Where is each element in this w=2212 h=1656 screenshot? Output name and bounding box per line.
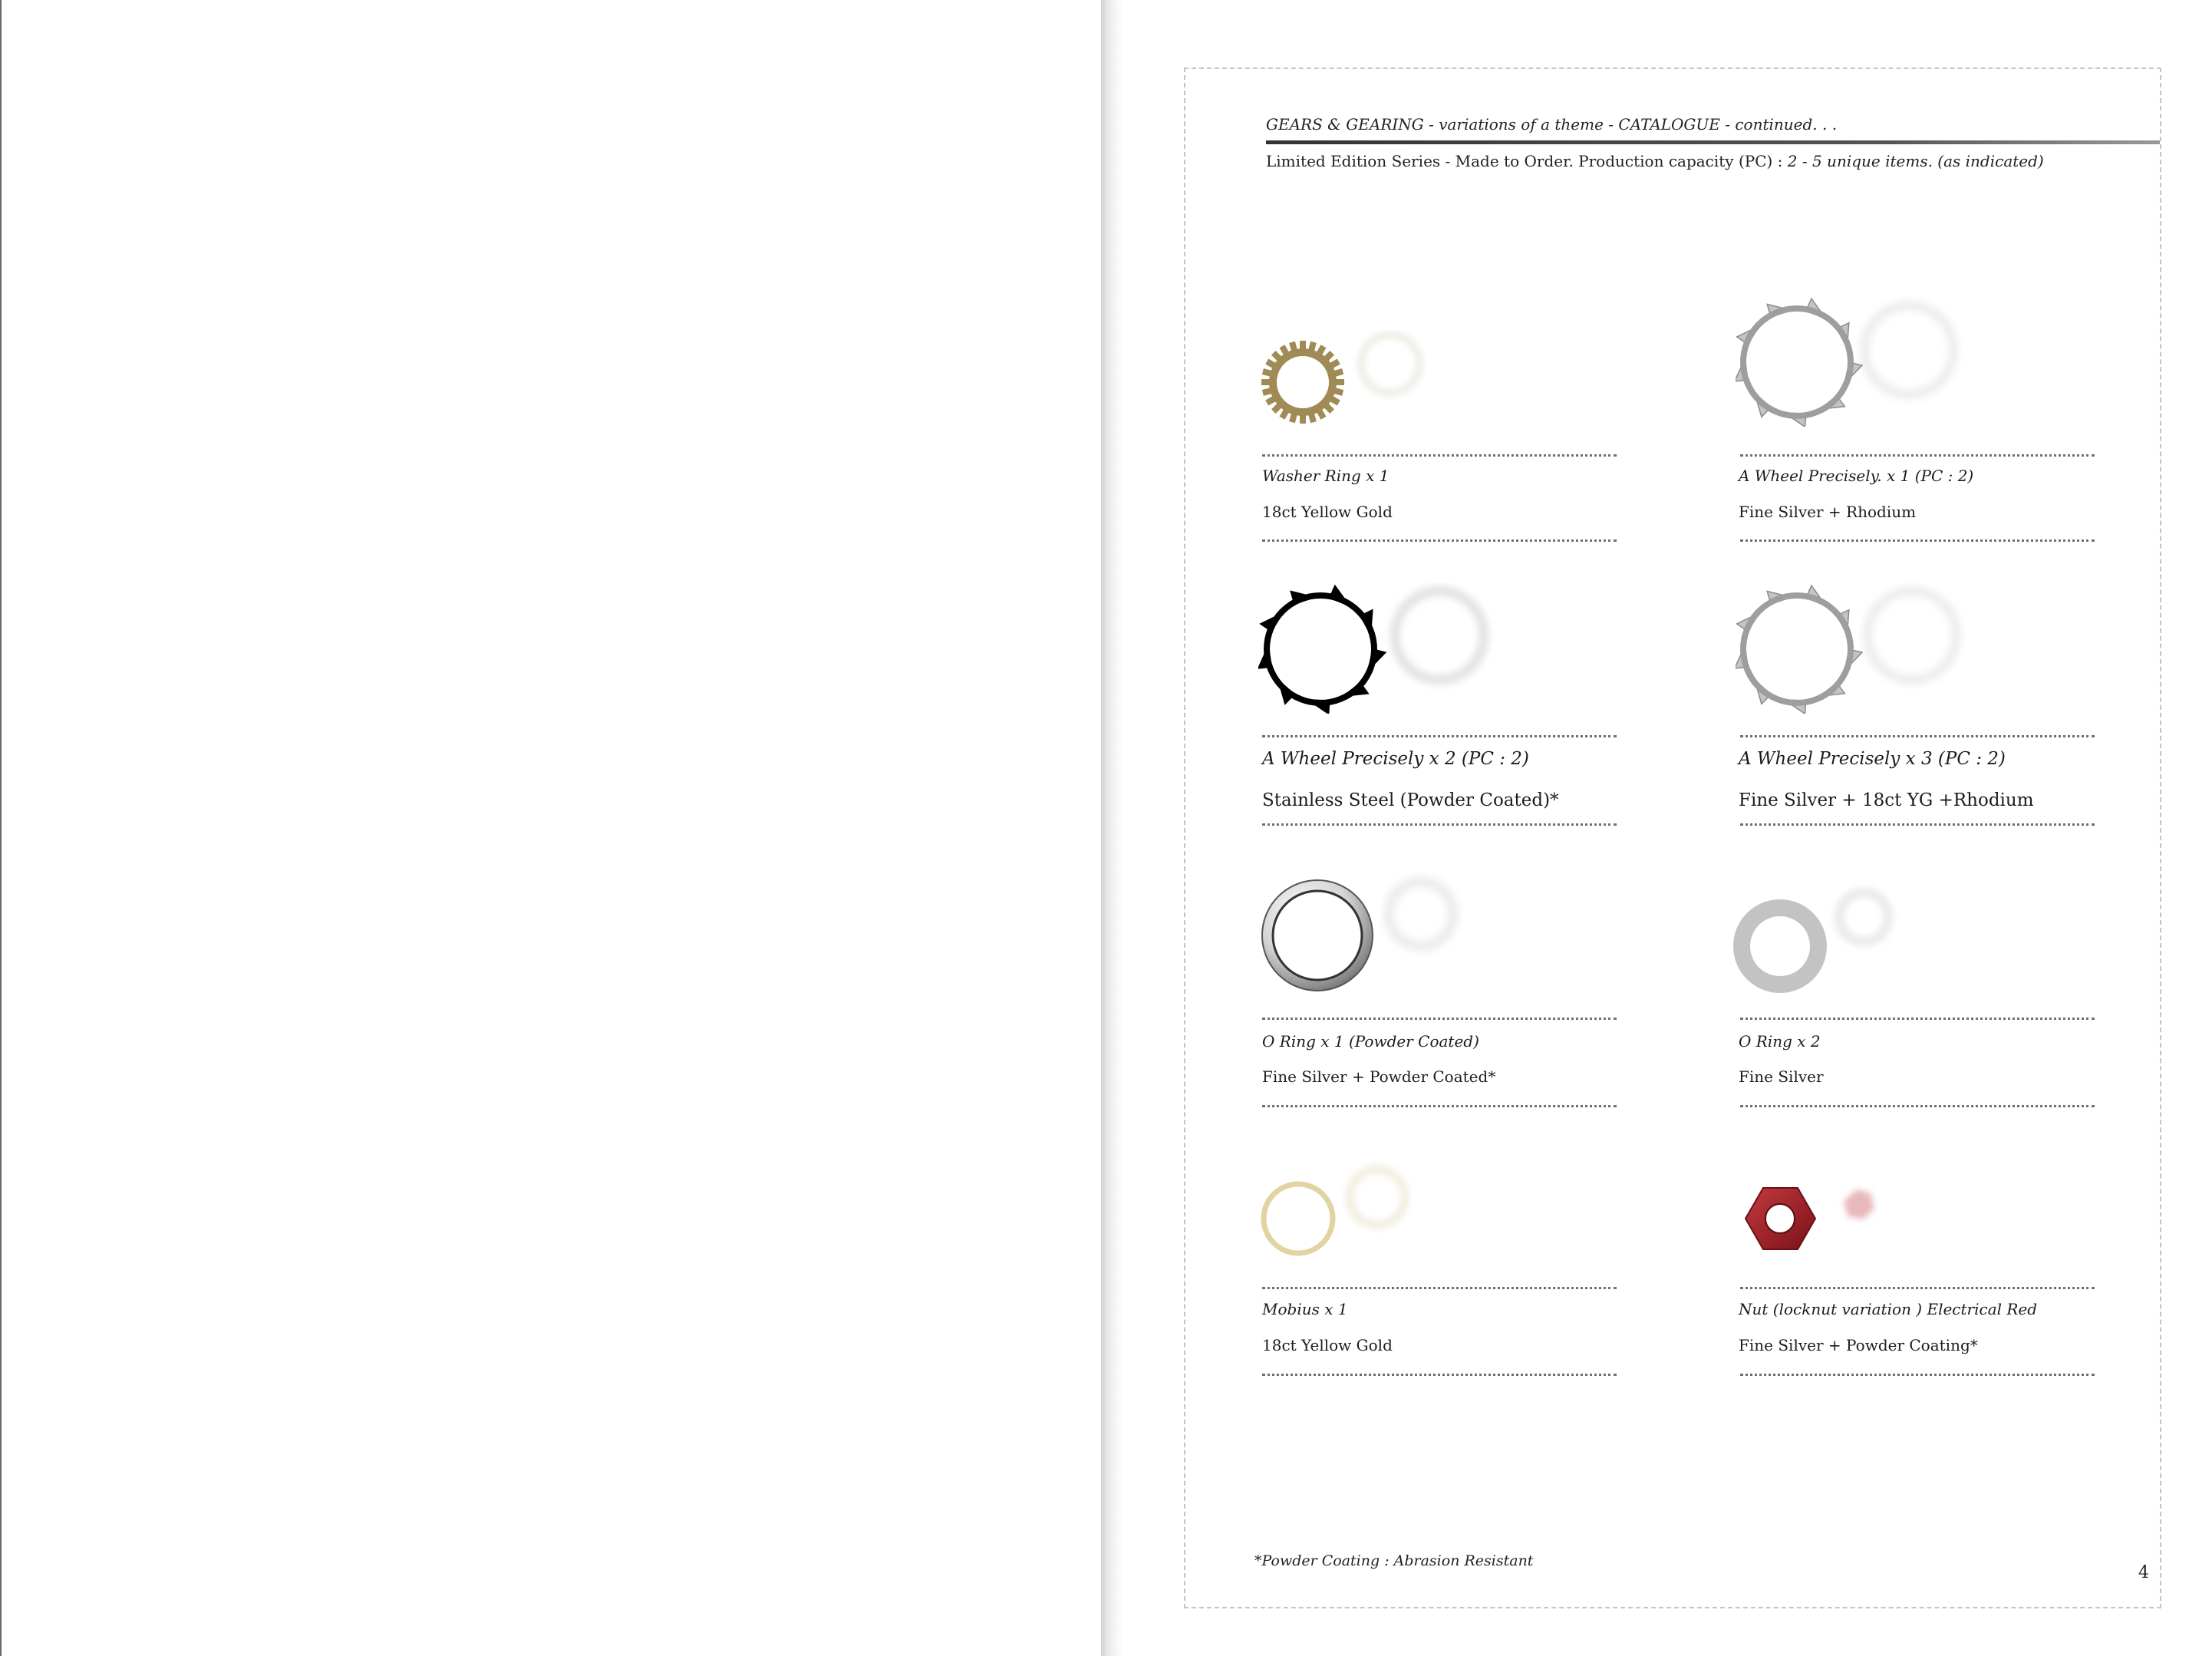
- footnote: *Powder Coating : Abrasion Resistant: [1254, 1552, 1534, 1569]
- item-name: Nut (locknut variation ) Electrical Red: [1739, 1300, 2038, 1318]
- item-divider-top: [1262, 1287, 1617, 1289]
- subtitle-capacity-text: 2 - 5 unique items. (as indicated): [1787, 152, 2044, 170]
- item-divider-top: [1740, 735, 2095, 737]
- item-material: Stainless Steel (Powder Coated)*: [1262, 790, 1559, 810]
- item-name: Mobius x 1: [1262, 1300, 1348, 1318]
- blank-left-page: [0, 0, 1101, 1656]
- page-number: 4: [2138, 1563, 2149, 1582]
- catalogue-subtitle: [1266, 152, 2044, 170]
- item-divider-bottom: [1740, 1105, 2095, 1107]
- item-divider-top: [1740, 1287, 2095, 1289]
- silver-wheel-icon: [1736, 583, 1966, 714]
- flat-ring-icon: [1732, 879, 1917, 994]
- item-material: Fine Silver + 18ct YG +Rhodium: [1739, 790, 2034, 810]
- item-material: Fine Silver + Rhodium: [1739, 503, 1917, 521]
- item-name: Washer Ring x 1: [1262, 467, 1390, 485]
- item-divider-top: [1262, 1018, 1617, 1020]
- item-divider-bottom: [1262, 1105, 1617, 1107]
- item-name: A Wheel Precisely x 3 (PC : 2): [1739, 749, 2006, 769]
- item-material: 18ct Yellow Gold: [1262, 1336, 1393, 1354]
- item-name: A Wheel Precisely x 2 (PC : 2): [1262, 749, 1529, 769]
- item-divider-top: [1740, 454, 2095, 457]
- page-gutter: [1101, 0, 1124, 1656]
- mobius-ring-icon: [1258, 1155, 1442, 1270]
- black-wheel-icon: [1258, 583, 1504, 714]
- item-divider-bottom: [1740, 823, 2095, 826]
- item-material: Fine Silver: [1739, 1067, 1824, 1086]
- page-frame: [1184, 68, 2161, 1608]
- item-material: Fine Silver + Powder Coated*: [1262, 1067, 1496, 1086]
- item-divider-top: [1740, 1018, 2095, 1020]
- subtitle-main-text: Limited Edition Series - Made to Order. Production capacity (PC) :: [1266, 152, 1788, 170]
- item-divider-bottom: [1262, 539, 1617, 542]
- o-ring-icon: [1258, 871, 1473, 994]
- item-divider-bottom: [1740, 539, 2095, 542]
- item-name: A Wheel Precisely. x 1 (PC : 2): [1739, 467, 1974, 485]
- item-divider-bottom: [1262, 823, 1617, 826]
- item-material: 18ct Yellow Gold: [1262, 503, 1393, 521]
- item-divider-top: [1262, 735, 1617, 737]
- item-divider-bottom: [1740, 1374, 2095, 1376]
- hex-nut-icon: [1732, 1163, 1917, 1270]
- gear-ring-icon: [1258, 330, 1442, 437]
- item-divider-bottom: [1262, 1374, 1617, 1376]
- item-divider-top: [1262, 454, 1617, 457]
- catalogue-title: GEARS & GEARING - variations of a theme - CATALOGUE - continued. . .: [1266, 115, 1838, 134]
- item-name: O Ring x 2: [1739, 1032, 1821, 1051]
- header-rule: [1266, 140, 2160, 144]
- item-name: O Ring x 1 (Powder Coated): [1262, 1032, 1479, 1051]
- silver-wheel-icon: [1736, 296, 1966, 427]
- item-material: Fine Silver + Powder Coating*: [1739, 1336, 1978, 1354]
